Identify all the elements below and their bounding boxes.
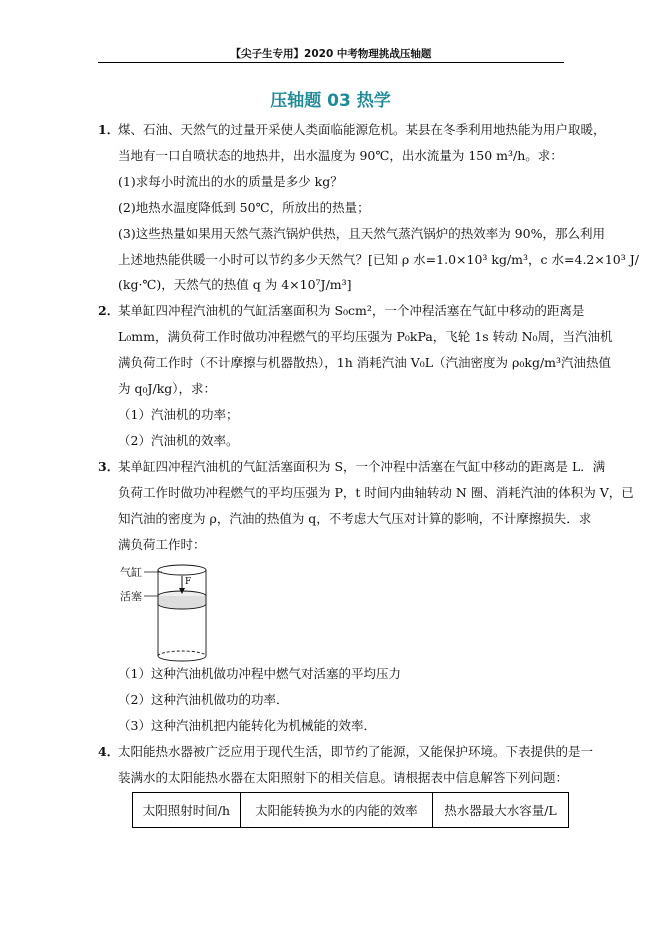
q3-sub-3: （3）这种汽油机把内能转化为机械能的效率． xyxy=(118,718,376,733)
q4-line-1: 太阳能热水器被广泛应用于现代生活，即节约了能源，又能保护环境。下表提供的是一 xyxy=(118,744,594,759)
q4-line-2: 装满水的太阳能热水器在太阳照射下的相关信息。请根据表中信息解答下列问题： xyxy=(118,770,569,785)
q1-sub-1: (1)求每小时流出的水的质量是多少 kg？ xyxy=(118,174,343,189)
q2-number: 2． xyxy=(98,303,120,318)
cylinder-top xyxy=(158,565,206,575)
q3-sub-2: （2）这种汽油机做功的功率． xyxy=(118,692,289,707)
q1-line-1: 煤、石油、天然气的过量开采使人类面临能源危机。某县在冬季利用地热能为用户取暖， xyxy=(118,122,606,137)
q1-number: 1． xyxy=(98,122,120,137)
piston-body xyxy=(158,596,206,609)
q2-line-2: L₀mm，满负荷工作时做功冲程燃气的平均压强为 P₀kPa，飞轮 1s 转动 N₀周，当汽油机 xyxy=(118,329,613,344)
q2-line-1: 某单缸四冲程汽油机的气缸活塞面积为 S₀cm²，一个冲程活塞在气缸中移动的距离是 xyxy=(118,303,585,318)
force-arrow-label: F xyxy=(185,577,192,587)
q1-sub-2: (2)地热水温度降低到 50℃，所放出的热量； xyxy=(118,200,370,215)
page-header: 【尖子生专用】2020 中考物理挑战压轴题 xyxy=(230,48,432,60)
cylinder-bottom xyxy=(158,656,206,661)
q2-line-3: 满负荷工作时（不计摩擦与机器散热），1h 消耗汽油 V₀L（汽油密度为 ρ₀kg/m³汽油热值 xyxy=(118,355,612,370)
q2-sub-1: （1）汽油机的功率； xyxy=(118,407,239,422)
q4-number: 4． xyxy=(98,744,120,759)
page-title: 压轴题 03 热学 xyxy=(270,91,391,111)
q3-line-1: 某单缸四冲程汽油机的气缸活塞面积为 S，一个冲程中活塞在气缸中移动的距离是 L．满 xyxy=(118,459,606,474)
q1-sub-3c: (kg·℃)，天然气的热值 q 为 4×10⁷J/m³] xyxy=(118,277,352,292)
q3-sub-1: （1）这种汽油机做功冲程中燃气对活塞的平均压力 xyxy=(118,666,401,681)
table-header-row xyxy=(133,793,569,828)
diagram-label-cylinder: 气缸 xyxy=(120,566,142,579)
header-divider xyxy=(98,62,564,63)
table-header-cell: 太阳照射时间/h xyxy=(133,793,241,828)
cylinder-bottom-hidden xyxy=(158,651,206,656)
q1-line-2: 当地有一口自喷状态的地热井，出水温度为 90℃，出水流量为 150 m³/h。求： xyxy=(118,148,563,163)
q3-line-3: 知汽油的密度为 ρ，汽油的热值为 q，不考虑大气压对计算的影响，不计摩擦损失．求 xyxy=(118,511,592,526)
solar-heater-table xyxy=(132,792,569,828)
q1-sub-3a: (3)这些热量如果用天然气蒸汽锅炉供热，且天然气蒸汽锅炉的热效率为 90%，那么利用 xyxy=(118,226,605,241)
q3-line-2: 负荷工作时做功冲程燃气的平均压强为 P，t 时间内曲轴转动 N 圈、消耗汽油的体积为 V，已 xyxy=(118,485,634,500)
table-header-cell: 热水器最大水容量/L xyxy=(432,793,568,828)
q3-line-4: 满负荷工作时： xyxy=(118,537,206,552)
diagram-label-piston: 活塞 xyxy=(120,590,142,603)
q2-line-4: 为 q₀J/kg），求： xyxy=(118,381,217,396)
cylinder-piston-diagram xyxy=(118,562,223,667)
table-header-cell: 太阳能转换为水的内能的效率 xyxy=(240,793,432,828)
q3-number: 3． xyxy=(98,459,120,474)
q1-sub-3b: 上述地热能供暖一小时可以节约多少天然气？[已知 ρ 水=1.0×10³ kg/m³，c 水=4.2×10³ J/ xyxy=(118,252,639,267)
q2-sub-2: （2）汽油机的效率。 xyxy=(118,433,239,448)
